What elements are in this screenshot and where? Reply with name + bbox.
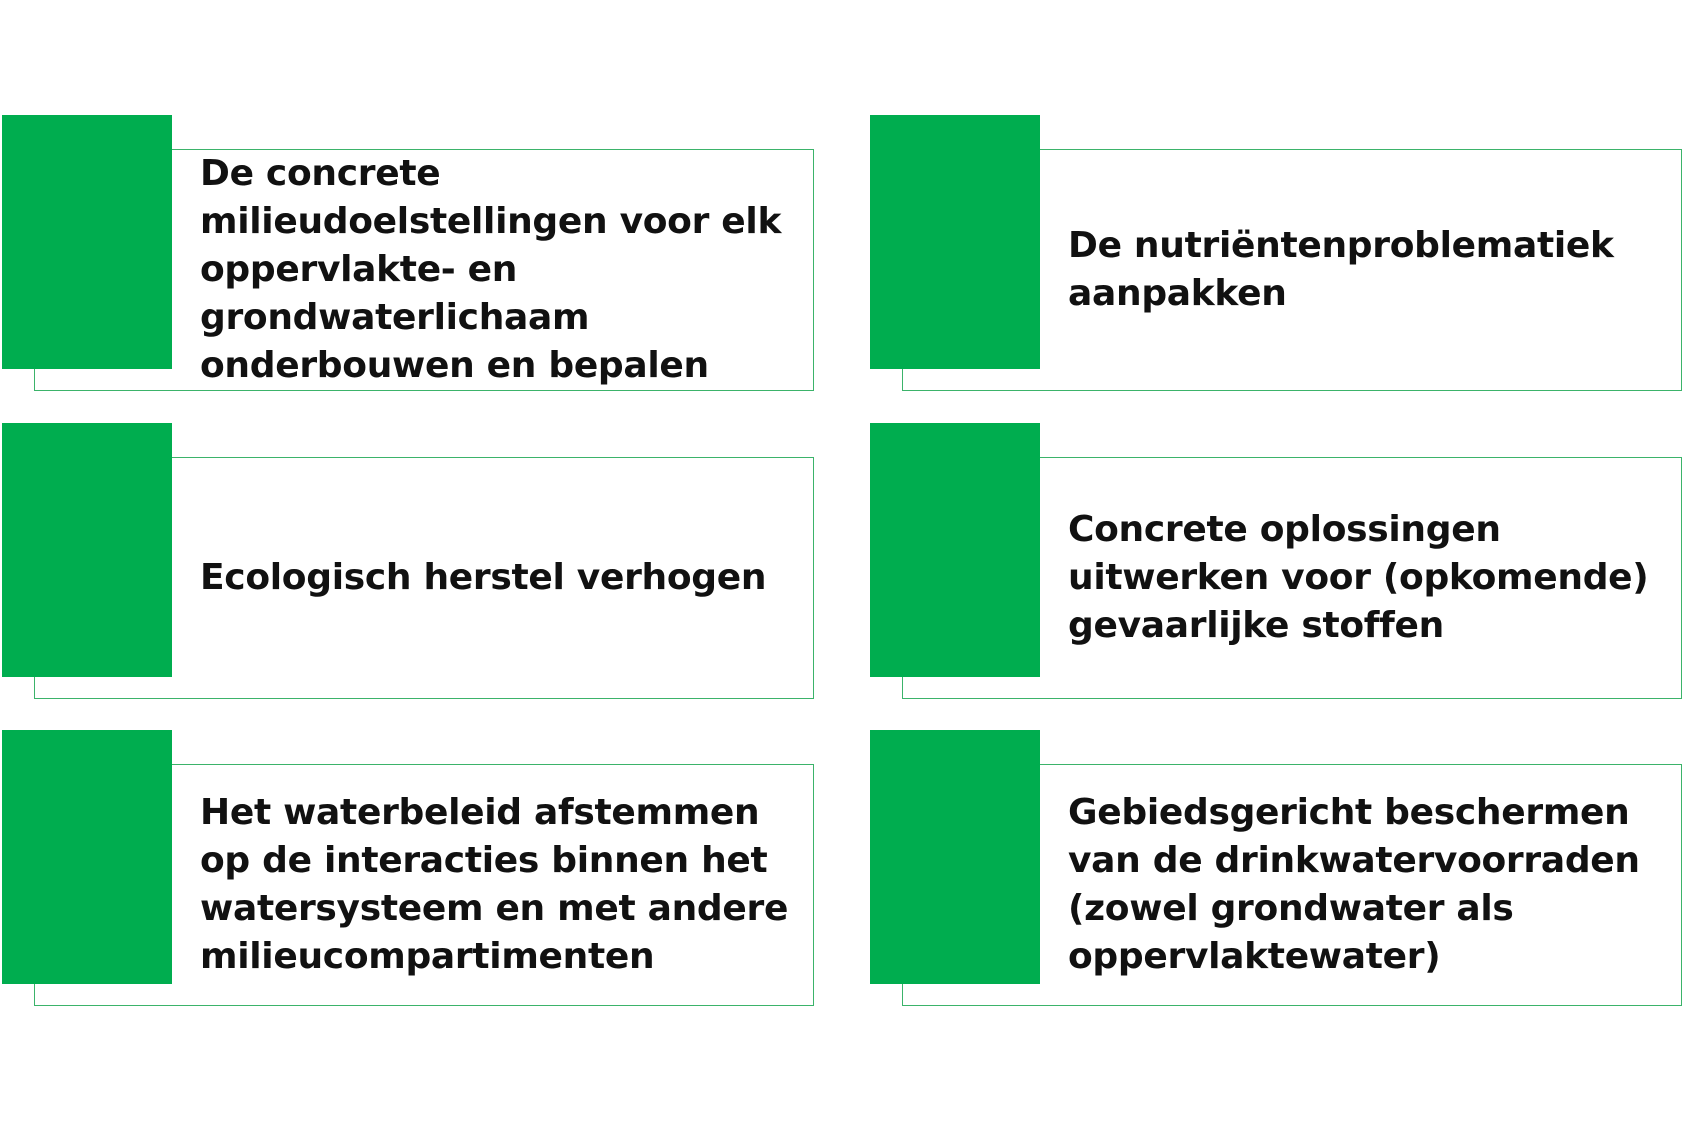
accent-block bbox=[2, 423, 172, 677]
card-text: De concrete milieudoelstellingen voor elk oppervlakte- en grondwaterlichaam onderbouwen en bepalen bbox=[200, 153, 782, 386]
card-text: Ecologisch herstel verhogen bbox=[200, 557, 767, 598]
goal-card-1 bbox=[2, 115, 845, 395]
accent-block bbox=[870, 423, 1040, 677]
accent-block bbox=[2, 730, 172, 984]
goal-card-4 bbox=[870, 423, 1686, 703]
goal-card-5 bbox=[2, 730, 845, 1010]
card-text: Het waterbeleid afstemmen op de interacties binnen het watersysteem en met andere milieucompartimenten bbox=[200, 792, 789, 977]
goal-card-2 bbox=[870, 115, 1686, 395]
accent-block bbox=[870, 115, 1040, 369]
accent-block bbox=[2, 115, 172, 369]
goal-card-6 bbox=[870, 730, 1686, 1010]
card-text: De nutriëntenproblematiek aanpakken bbox=[1068, 225, 1614, 314]
accent-block bbox=[870, 730, 1040, 984]
card-text: Gebiedsgericht beschermen van de drinkwatervoorraden (zowel grondwater als oppervlaktewater) bbox=[1068, 792, 1640, 977]
card-text: Concrete oplossingen uitwerken voor (opkomende) gevaarlijke stoffen bbox=[1068, 509, 1649, 646]
goal-card-3 bbox=[2, 423, 845, 703]
